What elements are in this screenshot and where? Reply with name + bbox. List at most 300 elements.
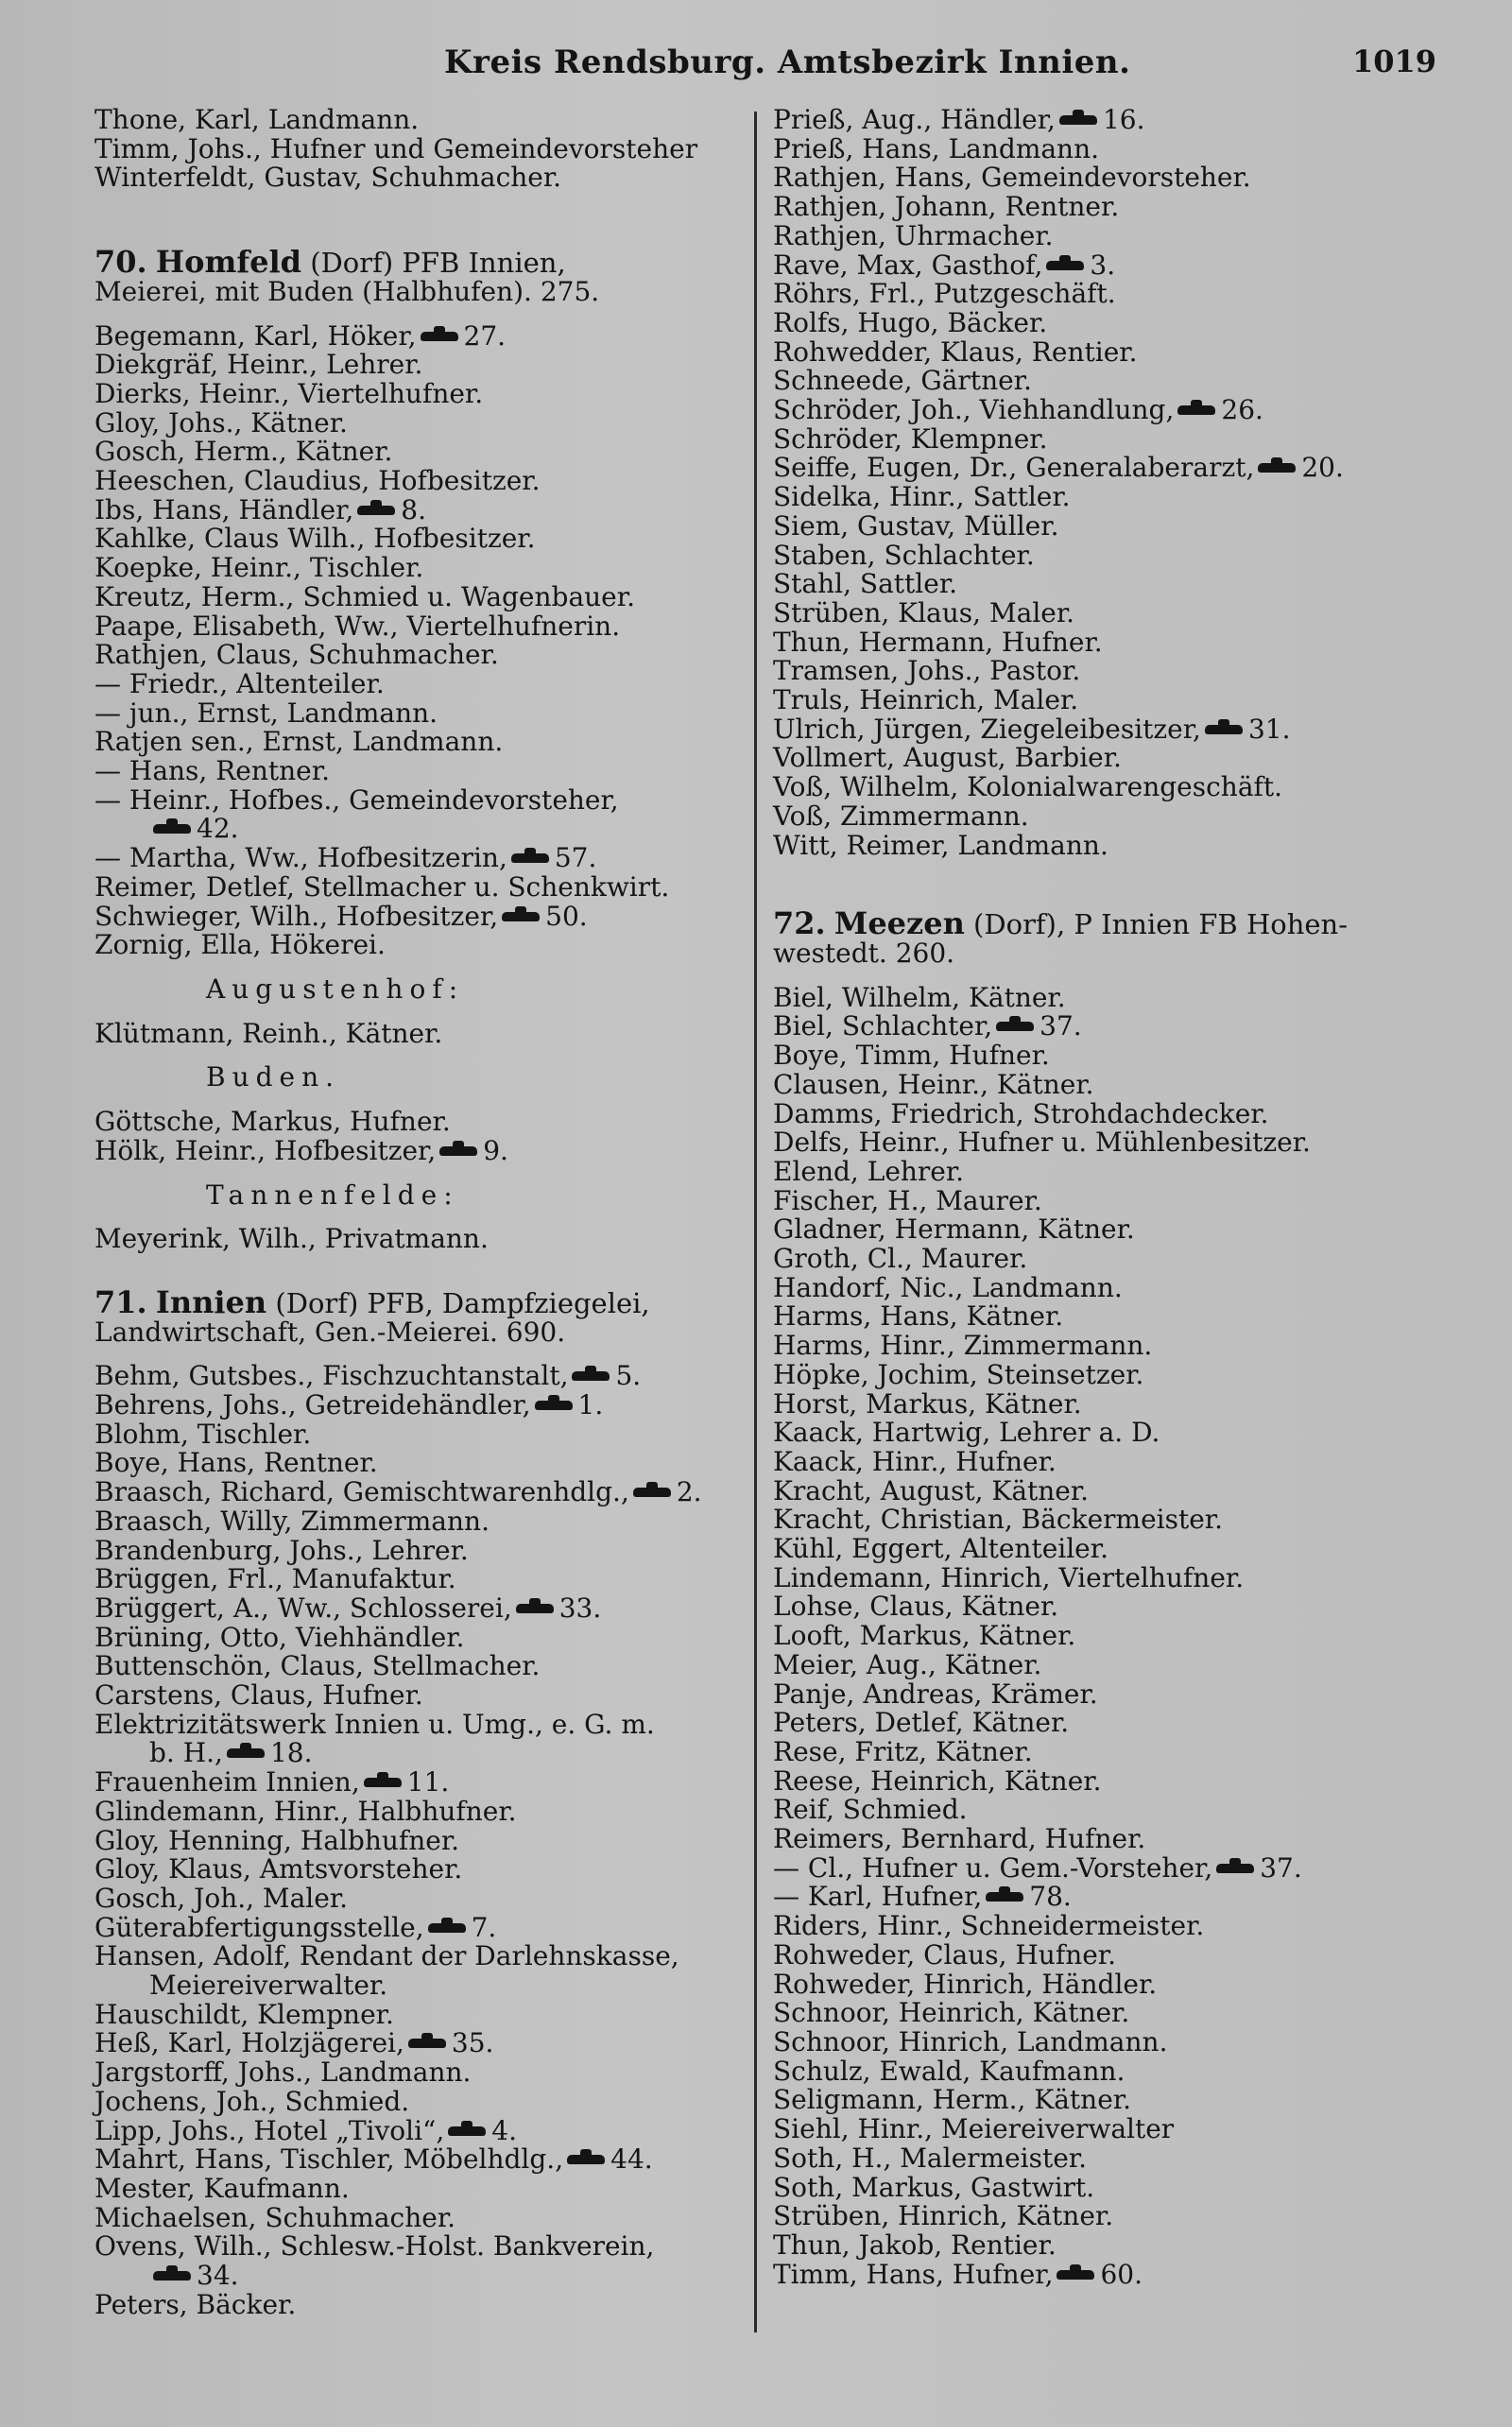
entry-text: — Martha, Ww., Hofbesitzerin, [94,842,507,874]
directory-entry [94,1882,737,1914]
directory-entry [94,1478,737,1507]
entry-text: Reese, Heinrich, Kätner. [773,1764,1102,1797]
directory-entry [773,1999,1435,2028]
entry-text: Staben, Schlachter. [773,539,1035,571]
directory-entry [773,657,1435,686]
entry-text: Kahlke, Claus Wilh., Hofbesitzer. [94,523,536,555]
entry-text: Kaack, Hinr., Hufner. [773,1445,1057,1477]
directory-entry [94,1507,737,1537]
telephone-icon [535,1399,573,1412]
telephone-number: 16. [1102,104,1145,135]
section-number: 72. [773,905,826,942]
entry-text: Reimer, Detlef, Stellmacher u. Schenkwirt. [94,870,670,903]
entry-text: Jochens, Joh., Schmied. [94,2085,410,2117]
directory-entry [94,1318,737,1348]
telephone-icon [502,910,540,923]
entry-text: Strüben, Hinrich, Kätner. [773,2200,1114,2232]
directory-entry [773,715,1435,745]
entry-text: Frauenheim Innien, [94,1766,360,1799]
directory-entry [773,132,1435,164]
telephone-icon [408,2037,446,2050]
entry-text: Rathjen, Claus, Schuhmacher. [94,639,499,671]
directory-entry [773,1709,1435,1738]
entry-text: Meier, Aug., Kätner. [773,1648,1042,1680]
entry-text: Reif, Schmied. [773,1794,968,1826]
section-heading [773,905,1435,942]
telephone-number: 37. [1260,1851,1302,1884]
telephone-icon [357,504,395,517]
entry-continuation [94,1739,737,1768]
directory-entry [773,367,1435,396]
telephone-icon [572,1369,610,1383]
telephone-icon [421,330,458,343]
entry-text: Siehl, Hinr., Meiereiverwalter [773,2113,1175,2145]
entry-text: Hauschildt, Klempner. [94,1998,394,2030]
entry-text: Koepke, Heinr., Tischler. [94,552,424,584]
entry-text: Rathjen, Hans, Gemeindevorsteher. [773,162,1251,194]
telephone-icon [428,1921,466,1935]
directory-entry [94,1225,737,1254]
directory-entry [773,2231,1435,2261]
telephone-icon [1057,2268,1094,2281]
entry-text: Thun, Jakob, Rentier. [773,2229,1057,2261]
directory-entry [94,1652,737,1681]
directory-entry [94,2232,737,2262]
directory-entry [94,406,737,439]
directory-entry [773,1622,1435,1651]
entry-text: — Hans, Rentner. [94,755,330,787]
entry-text: Dierks, Heinr., Viertelhufner. [94,377,484,409]
entry-text: Glindemann, Hinr., Halbhufner. [94,1795,517,1827]
entry-text: Fischer, H., Maurer. [773,1184,1042,1216]
telephone-number: 4. [491,2114,517,2146]
entry-text: Rathjen, Uhrmacher. [773,219,1054,251]
place-details: (Dorf) PFB, Dampfziegelei, [266,1286,650,1319]
telephone-icon [567,2153,605,2166]
subsection-heading: Augustenhof: [206,973,465,1005]
directory-entry [94,2114,737,2146]
directory-entry [94,699,737,729]
telephone-icon [1205,723,1243,736]
entry-text: Siem, Gustav, Müller. [773,509,1059,542]
directory-entry [773,2258,1435,2290]
directory-entry [94,900,737,932]
place-name: Meezen [833,905,965,942]
directory-entry [773,2028,1435,2057]
telephone-number: 5. [615,1360,642,1392]
entry-text: westedt. 260. [773,937,955,969]
entry-text: Ratjen sen., Ernst, Landmann. [94,726,504,758]
directory-entry [773,219,1435,251]
entry-text: Witt, Reimer, Landmann. [773,829,1108,861]
entry-text: Soth, Markus, Gastwirt. [773,2171,1095,2203]
directory-entry [773,193,1435,222]
telephone-number: 7. [471,1911,497,1943]
entry-text: Boye, Timm, Hufner. [773,1040,1050,1072]
telephone-number: 44. [610,2143,653,2176]
entry-text: Kracht, Christian, Bäckermeister. [773,1504,1224,1536]
entry-text: Reimers, Bernhard, Hufner. [773,1823,1146,1855]
entry-text: Lipp, Johs., Hotel „Tivoli“, [94,2114,445,2146]
telephone-icon [1059,113,1097,127]
entry-text: Hölk, Heinr., Hofbesitzer, [94,1134,437,1166]
entry-text: Landwirtschaft, Gen.-Meierei. 690. [94,1316,566,1348]
telephone-number: 11. [406,1766,450,1799]
directory-entry [773,2086,1435,2115]
entry-text: Seligmann, Herm., Kätner. [773,2084,1131,2116]
directory-entry [773,1215,1435,1245]
directory-entry [773,1155,1435,1187]
directory-entry [773,2057,1435,2087]
entry-text: Zornig, Ella, Hökerei. [94,929,386,961]
entry-text: — Heinr., Hofbes., Gemeindevorsteher, [94,783,619,816]
directory-entry [94,164,737,193]
entry-text: Peters, Bäcker. [94,2288,297,2320]
entry-text: Prieß, Aug., Händler, [773,104,1056,135]
directory-entry [94,783,737,816]
entry-text: Winterfeldt, Gustav, Schuhmacher. [94,162,562,194]
entry-text: Braasch, Richard, Gemischtwarenhdlg., [94,1476,629,1508]
telephone-number: 42. [197,813,239,845]
directory-entry [94,1362,737,1391]
entry-text: Gloy, Henning, Halbhufner. [94,1824,460,1856]
directory-entry [94,580,737,612]
entry-text: Gloy, Klaus, Amtsvorsteher. [94,1853,463,1885]
directory-entry [773,539,1435,571]
entry-text: Heß, Karl, Holzjägerei, [94,2027,404,2059]
entry-text: Clausen, Heinr., Kätner. [773,1068,1094,1100]
entry-text: Gladner, Hermann, Kätner. [773,1214,1135,1246]
directory-entry [773,802,1435,832]
place-details: (Dorf), P Innien FB Hohen- [964,908,1349,941]
directory-entry [94,931,737,960]
telephone-icon [986,1890,1023,1903]
entry-text: Blohm, Tischler. [94,1418,312,1450]
page-header [94,43,1436,91]
directory-entry [773,306,1435,338]
directory-entry [773,1358,1435,1390]
entry-text: Schröder, Klempner. [773,422,1048,455]
directory-entry [773,596,1435,628]
directory-entry [94,844,737,873]
entry-text: Schulz, Ewald, Kaufmann. [773,2055,1125,2087]
telephone-number: 35. [451,2027,494,2059]
directory-entry [773,1592,1435,1622]
spacer [773,860,1435,909]
page-number: 1019 [1351,43,1436,79]
entry-text: Riders, Hinr., Schneidermeister. [773,1910,1205,1942]
entry-text: Schnoor, Hinrich, Landmann. [773,2026,1168,2057]
entry-text: Brüning, Otto, Viehhändler. [94,1621,465,1653]
directory-entry [94,106,737,135]
entry-text: Tramsen, Johs., Pastor. [773,655,1081,687]
entry-text: Meierei, mit Buden (Halbhufen). 275. [94,275,600,307]
directory-entry [773,1271,1435,1303]
entry-text: Prieß, Hans, Landmann. [773,132,1100,164]
directory-entry [94,2145,737,2175]
directory-entry [94,1391,737,1420]
directory-entry [94,275,737,307]
section-heading [94,244,737,281]
entry-text: Begemann, Karl, Höker, [94,319,417,352]
directory-entry [773,1648,1435,1680]
entry-text: Thone, Karl, Landmann. [94,104,420,135]
entry-text: Gosch, Herm., Kätner. [94,436,393,468]
entry-text: Panje, Andreas, Krämer. [773,1678,1098,1710]
entry-text: Rese, Fritz, Kätner. [773,1735,1033,1767]
telephone-icon [1258,461,1296,474]
entry-text: Gloy, Johs., Kätner. [94,406,348,439]
telephone-number: 18. [269,1737,313,1769]
directory-entry [773,2202,1435,2231]
directory-entry [94,641,737,670]
telephone-number: 2. [676,1476,702,1508]
entry-text: Behrens, Johs., Getreidehändler, [94,1389,531,1421]
directory-entry [94,493,737,525]
directory-entry [773,1912,1435,1941]
directory-entry [773,1561,1435,1593]
directory-entry [773,1796,1435,1825]
entry-text: — Cl., Hufner u. Gem.-Vorsteher, [773,1851,1213,1884]
directory-entry [773,829,1435,861]
directory-entry [94,1534,737,1566]
section-number: 71. [94,1283,147,1320]
entry-text: Harms, Hinr., Zimmermann. [773,1330,1153,1362]
entry-text: Rohweder, Hinrich, Händler. [773,1968,1158,2000]
entry-text: Behm, Gutsbes., Fischzuchtanstalt, [94,1360,569,1392]
directory-entry [773,773,1435,802]
right-column [773,106,1435,2289]
entry-text: Heeschen, Claudius, Hofbesitzer. [94,465,541,497]
directory-entry [773,628,1435,658]
spacer [94,1048,737,1063]
entry-text: Brüggert, A., Ww., Schlosserei, [94,1592,512,1624]
directory-entry [773,251,1435,281]
directory-entry [773,981,1435,1013]
entry-text: Meiereiverwalter. [149,1970,388,2002]
directory-entry [773,939,1435,969]
directory-entry [94,1911,737,1943]
spacer [94,193,737,248]
directory-entry [94,1449,737,1478]
entry-text: Damms, Friedrich, Strohdachdecker. [773,1097,1269,1129]
spacer [94,1254,737,1288]
entry-text: Mester, Kaufmann. [94,2173,350,2204]
telephone-number: 27. [463,319,507,352]
directory-entry [773,2144,1435,2174]
directory-entry [773,106,1435,135]
entry-text: Rave, Max, Gasthof, [773,249,1043,281]
directory-entry [773,1506,1435,1535]
telephone-icon [1177,404,1215,417]
entry-text: Delfs, Heinr., Hufner u. Mühlenbesitzer. [773,1127,1311,1159]
subsection-heading: Tannenfelde: [206,1179,459,1211]
entry-text: Ovens, Wilh., Schlesw.-Holst. Bankverein, [94,2230,655,2263]
directory-entry [773,396,1435,425]
directory-entry [94,1621,737,1653]
directory-entry [773,1184,1435,1216]
telephone-number: 20. [1301,452,1344,484]
entry-text: Gosch, Joh., Maler. [94,1882,349,1914]
directory-entry [773,686,1435,715]
entry-text: Rolfs, Hugo, Bäcker. [773,306,1048,338]
directory-entry [773,454,1435,483]
entry-text: Schneede, Gärtner. [773,365,1032,397]
entry-text: Kühl, Eggert, Altenteiler. [773,1533,1108,1565]
directory-entry [94,1824,737,1856]
entry-text: Schröder, Joh., Viehhandlung, [773,394,1175,426]
directory-entry [94,1594,737,1624]
directory-entry [773,1041,1435,1071]
telephone-icon [511,852,549,865]
telephone-icon [448,2125,486,2138]
directory-entry [773,2115,1435,2144]
entry-text: Buttenschön, Claus, Stellmacher. [94,1650,541,1682]
entry-text: Ulrich, Jürgen, Ziegeleibesitzer, [773,713,1201,745]
telephone-icon [516,1602,554,1615]
left-column [94,106,737,2320]
directory-entry [773,744,1435,773]
directory-entry [94,728,737,757]
directory-entry [773,1097,1435,1129]
entry-text: Timm, Hans, Hufner, [773,2258,1054,2290]
entry-text: Looft, Markus, Kätner. [773,1620,1076,1652]
directory-entry [773,280,1435,309]
entry-text: Elektrizitätswerk Innien u. Umg., e. G. m. [94,1708,655,1740]
telephone-number: 1. [577,1389,604,1421]
entry-text: Voß, Wilhelm, Kolonialwarengeschäft. [773,771,1283,803]
entry-text: Ibs, Hans, Händler, [94,493,354,525]
entry-text: Mahrt, Hans, Tischler, Möbelhdlg., [94,2143,564,2176]
directory-entry [773,1938,1435,1971]
subsection-heading: Buden. [206,1061,341,1093]
directory-entry [773,1883,1435,1912]
directory-entry [94,2175,737,2204]
telephone-number: 37. [1040,1010,1082,1042]
entry-continuation [94,2262,737,2291]
directory-entry [773,1068,1435,1100]
telephone-number: 33. [558,1592,602,1624]
telephone-number: 34. [197,2260,239,2292]
directory-entry [773,2171,1435,2203]
directory-entry [773,422,1435,455]
entry-text: Schnoor, Heinrich, Kätner. [773,1997,1130,2029]
entry-text: Truls, Heinrich, Maler. [773,684,1079,716]
directory-entry [94,554,737,583]
entry-text: Göttsche, Markus, Hufner. [94,1106,451,1138]
telephone-icon [439,1145,477,1158]
entry-text: Elend, Lehrer. [773,1155,965,1187]
directory-entry [94,1942,737,1971]
entry-text: Michaelsen, Schuhmacher. [94,2201,456,2233]
entry-text: Stahl, Sattler. [773,568,958,600]
directory-entry [773,1128,1435,1158]
entry-continuation [94,815,737,844]
directory-entry [94,667,737,699]
directory-entry [94,1795,737,1827]
place-name: Homfeld [155,244,301,281]
entry-text: Meyerink, Wilh., Privatmann. [94,1223,489,1255]
directory-entry [773,509,1435,542]
directory-entry [94,467,737,496]
entry-text: Kracht, August, Kätner. [773,1474,1090,1506]
directory-entry [94,2201,737,2233]
telephone-number: 8. [401,493,426,525]
entry-text: b. H., [149,1737,223,1769]
entry-text: Sidelka, Hinr., Sattler. [773,481,1071,513]
telephone-icon [364,1776,402,1789]
directory-entry [773,1825,1435,1854]
telephone-number: 50. [545,900,588,932]
telephone-icon [1046,259,1084,272]
entry-text: Diekgräf, Heinr., Lehrer. [94,349,423,381]
entry-text: Strüben, Klaus, Maler. [773,596,1075,628]
entry-text: Soth, H., Malermeister. [773,2142,1087,2174]
entry-text: Lohse, Claus, Kätner. [773,1591,1059,1623]
directory-entry [94,1017,737,1049]
telephone-number: 57. [554,842,597,874]
directory-entry [773,1445,1435,1477]
directory-entry [773,1535,1435,1564]
entry-text: Höpke, Jochim, Steinsetzer. [773,1358,1144,1390]
directory-entry [94,2029,737,2058]
entry-text: Boye, Hans, Rentner. [94,1447,378,1479]
entry-text: Lindemann, Hinrich, Viertelhufner. [773,1561,1245,1593]
entry-text: Thun, Hermann, Hufner. [773,626,1103,658]
directory-entry [773,1332,1435,1361]
entry-text: — Friedr., Altenteiler. [94,667,385,699]
directory-entry [773,1735,1435,1767]
section-heading [94,1283,737,1320]
entry-text: Rohweder, Claus, Hufner. [773,1938,1117,1971]
telephone-number: 26. [1221,394,1263,426]
directory-entry [94,757,737,786]
entry-text: Paape, Elisabeth, Ww., Viertelhufnerin. [94,610,621,642]
directory-entry [94,1134,737,1166]
directory-entry [773,1302,1435,1332]
entry-text: Peters, Detlef, Kätner. [773,1707,1070,1739]
place-name: Innien [155,1283,267,1320]
telephone-number: 31. [1247,713,1291,745]
directory-entry [94,1108,737,1137]
telephone-number: 9. [483,1134,508,1166]
directory-entry [94,1708,737,1740]
entry-text: Harms, Hans, Kätner. [773,1300,1064,1333]
directory-entry [94,525,737,554]
place-details: (Dorf) PFB Innien, [301,247,566,280]
directory-entry [94,351,737,380]
directory-entry [94,870,737,903]
directory-entry [773,1419,1435,1448]
directory-entry [94,132,737,164]
entry-text: Timm, Johs., Hufner und Gemeindevorsteher [94,132,698,164]
entry-text: Seiffe, Eugen, Dr., Generalaberarzt, [773,452,1255,484]
telephone-icon [996,1020,1034,1033]
directory-entry [94,438,737,467]
telephone-icon [633,1486,671,1499]
entry-continuation [94,1971,737,2001]
entry-text: Röhrs, Frl., Putzgeschäft. [773,278,1116,310]
entry-text: Horst, Markus, Kätner. [773,1387,1082,1420]
entry-text: Jargstorff, Johs., Landmann. [94,2057,472,2089]
directory-entry [94,319,737,352]
section-number: 70. [94,244,147,281]
directory-entry [773,1012,1435,1041]
directory-entry [94,1998,737,2030]
entry-text: Carstens, Claus, Hufner. [94,1679,423,1712]
directory-entry [773,1245,1435,1274]
telephone-number: 78. [1029,1881,1072,1913]
